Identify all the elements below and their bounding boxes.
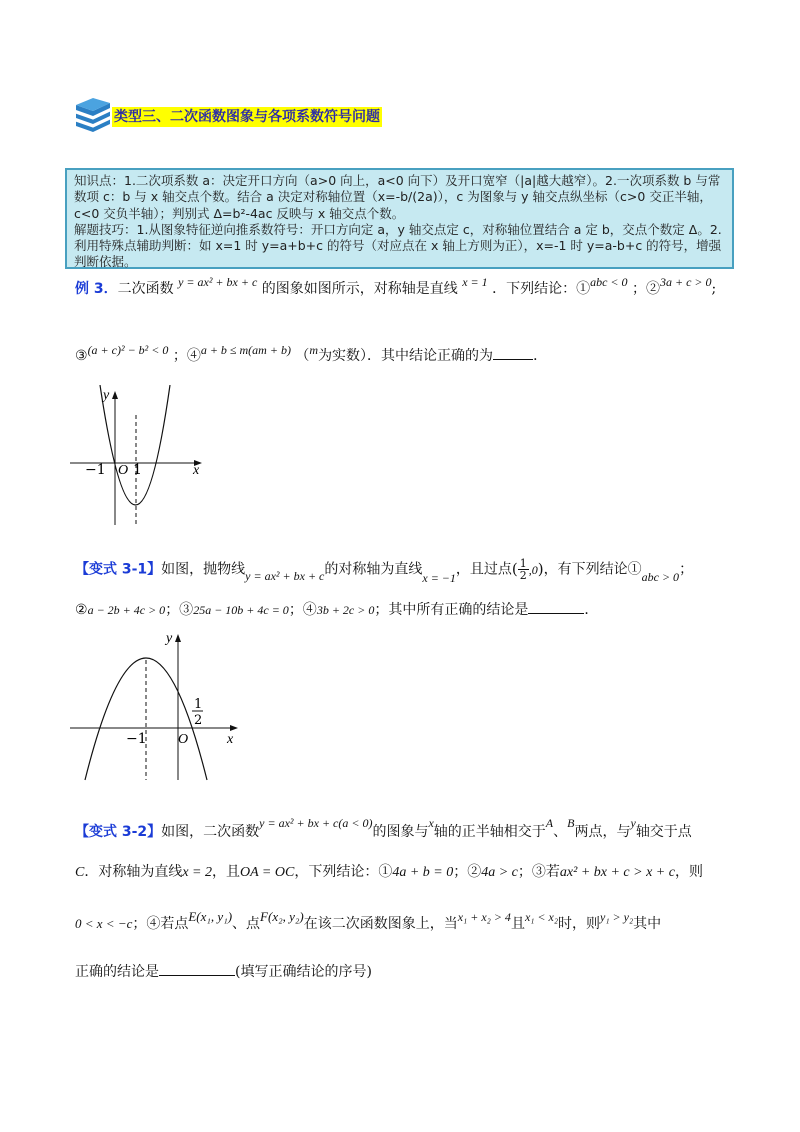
text: ．对称轴为直线 <box>84 864 183 880</box>
answer-blank[interactable] <box>493 345 533 360</box>
text: 、 <box>553 824 568 840</box>
text: 的图象与 <box>372 824 429 840</box>
formula: x₁ + x₂ > 4 <box>457 910 511 924</box>
formula: y = ax² + bx + c <box>178 275 258 289</box>
formula: a + b ≤ m(am + b) <box>200 343 291 357</box>
formula: OA = OC <box>240 865 295 880</box>
formula: x = −1 <box>422 570 456 585</box>
text: ． <box>533 348 548 364</box>
frac-den: 2 <box>519 569 527 582</box>
example3-label: 例 3． <box>75 281 118 297</box>
knowledge-points: 知识点：1.二次项系数 a：决定开口方向（a>0 向上，a<0 向下）及开口宽窄（|a|越大越窄）。2.一次项系数 b 与常数项 c：b 与 x 轴交点个数。结合 a 决定对称轴位置（x=-b/(2a)），c 为图象与 y 轴交点纵坐标（c>0 交正半轴，c<0 交负半轴）；判别式 Δ=b²-4ac 反映与 x 轴交点个数。 <box>74 173 721 221</box>
text: 、点 <box>232 916 261 932</box>
variant1-graph <box>70 628 245 783</box>
text: ，下列结论：① <box>294 864 393 880</box>
knowledge-box <box>65 168 734 269</box>
formula: y <box>630 816 636 830</box>
text: ；③若 <box>517 864 560 880</box>
text: ；④若点 <box>132 916 189 932</box>
text: 轴交于点 <box>635 824 692 840</box>
formula: 4a + b = 0 <box>392 865 454 880</box>
variant1-label: 【变式 3-1】 <box>75 561 162 578</box>
formula: 25a − 10b + 4c = 0 <box>193 603 289 617</box>
tick-label: −1 <box>85 462 106 478</box>
text: 正确的结论是 <box>75 964 159 980</box>
formula: (a + c)² − b² < 0 <box>87 343 169 357</box>
text: 在该二次函数图象上，当 <box>303 916 458 932</box>
variant1-line1 <box>75 557 694 585</box>
text: (填写正确结论的序号) <box>235 964 372 980</box>
text: 其中 <box>633 916 662 932</box>
tick-label: 1 <box>133 462 142 478</box>
variant2-line3 <box>75 909 662 934</box>
text: 的对称轴为直线 <box>324 561 423 578</box>
text: ，且 <box>212 864 241 880</box>
formula: F(x₂, y₂) <box>260 909 304 924</box>
text: 轴的正半轴相交于 <box>433 824 546 840</box>
formula: B <box>567 816 575 830</box>
frac-num: 1 <box>519 557 527 570</box>
point: $(\frac{1}{2},0)$ <box>511 557 544 582</box>
variant2-line4 <box>75 961 372 982</box>
text: 的图象如图所示，对称轴是直线 <box>261 281 458 297</box>
text: 且 <box>510 916 525 932</box>
formula: m <box>309 343 319 357</box>
formula: y = ax² + bx + c(a < 0) <box>259 816 373 830</box>
formula: E(x₁, y₁) <box>188 909 233 924</box>
formula: 4a > c <box>481 865 518 880</box>
variant1-line2 <box>75 599 598 620</box>
answer-blank[interactable] <box>159 961 235 976</box>
origin-label: O <box>118 463 129 478</box>
text: ，有下列结论① <box>543 561 642 578</box>
point-c: C <box>75 865 85 880</box>
y-axis-arrow <box>112 391 118 399</box>
x-label: x <box>227 732 234 747</box>
text: ；④ <box>172 348 201 364</box>
point-y: ,0 <box>528 562 538 577</box>
books-icon <box>74 97 112 133</box>
formula: 3b + 2c > 0 <box>316 603 375 617</box>
example3-graph <box>70 385 210 530</box>
formula: abc < 0 <box>590 275 628 289</box>
text: ; <box>711 281 717 297</box>
text: ，则 <box>674 864 703 880</box>
y-label: y <box>103 388 110 403</box>
y-axis-arrow <box>175 634 181 642</box>
text: ；其中所有正确的结论是 <box>374 602 529 618</box>
origin-label: O <box>178 732 189 747</box>
text: ；② <box>631 281 660 297</box>
x-axis-arrow <box>230 725 238 731</box>
text: ② <box>75 602 88 618</box>
text: ；④ <box>288 602 317 618</box>
formula: y₁ > y₂ <box>600 910 634 924</box>
formula: 0 < x < −c <box>75 916 133 931</box>
text: ；③ <box>165 602 194 618</box>
text: ③ <box>75 348 88 364</box>
section-title: 类型三、二次函数图象与各项系数符号问题 <box>114 109 380 125</box>
answer-blank[interactable] <box>528 599 584 614</box>
text: ． <box>584 602 599 618</box>
formula: A <box>545 816 554 830</box>
example3-line2 <box>75 345 547 366</box>
text: 二次函数 <box>117 281 174 297</box>
x-label: x <box>193 463 200 478</box>
formula: y = ax² + bx + c <box>245 568 325 583</box>
text: ，且过点 <box>455 561 512 578</box>
text: 两点，与 <box>574 824 631 840</box>
frac-den: 2 <box>194 713 203 728</box>
text: ．下列结论：① <box>492 281 591 297</box>
text: 时，则 <box>558 916 601 932</box>
text: ；② <box>453 864 482 880</box>
formula: x = 2 <box>182 865 213 880</box>
text: 如图，二次函数 <box>161 824 260 840</box>
variant2-label: 【变式 3-2】 <box>75 824 162 840</box>
text: 如图，抛物线 <box>161 561 246 578</box>
formula: ax² + bx + c > x + c <box>559 865 675 880</box>
formula: 3a + c > 0 <box>659 275 712 289</box>
formula: a − 2b + 4c > 0 <box>87 603 166 617</box>
frac-num: 1 <box>194 697 203 712</box>
formula: x₁ < x₂ <box>524 910 559 924</box>
parabola <box>100 385 170 505</box>
formula: abc > 0 <box>641 569 680 584</box>
variant2-line2 <box>75 862 703 883</box>
y-label: y <box>166 631 173 646</box>
formula: x <box>428 816 434 830</box>
tick-label: −1 <box>126 731 147 747</box>
formula: x = 1 <box>462 275 488 289</box>
variant2-line1 <box>75 816 692 842</box>
text: ； <box>679 561 694 578</box>
text: 为实数）．其中结论正确的为 <box>318 348 494 364</box>
text: （ <box>295 348 310 364</box>
example3-line1 <box>75 275 717 299</box>
section-header <box>74 97 434 137</box>
solving-tips: 解题技巧：1.从图象特征逆向推系数符号：开口方向定 a，y 轴交点定 c，对称轴位置结合 a 定 b，交点个数定 Δ。2.利用特殊点辅助判断：如 x=1 时 y=a+b+c 的符号（对应点在 x 轴上方则为正），x=-1 时 y=a-b+c 的符号，增强判断依据。 <box>74 221 722 270</box>
